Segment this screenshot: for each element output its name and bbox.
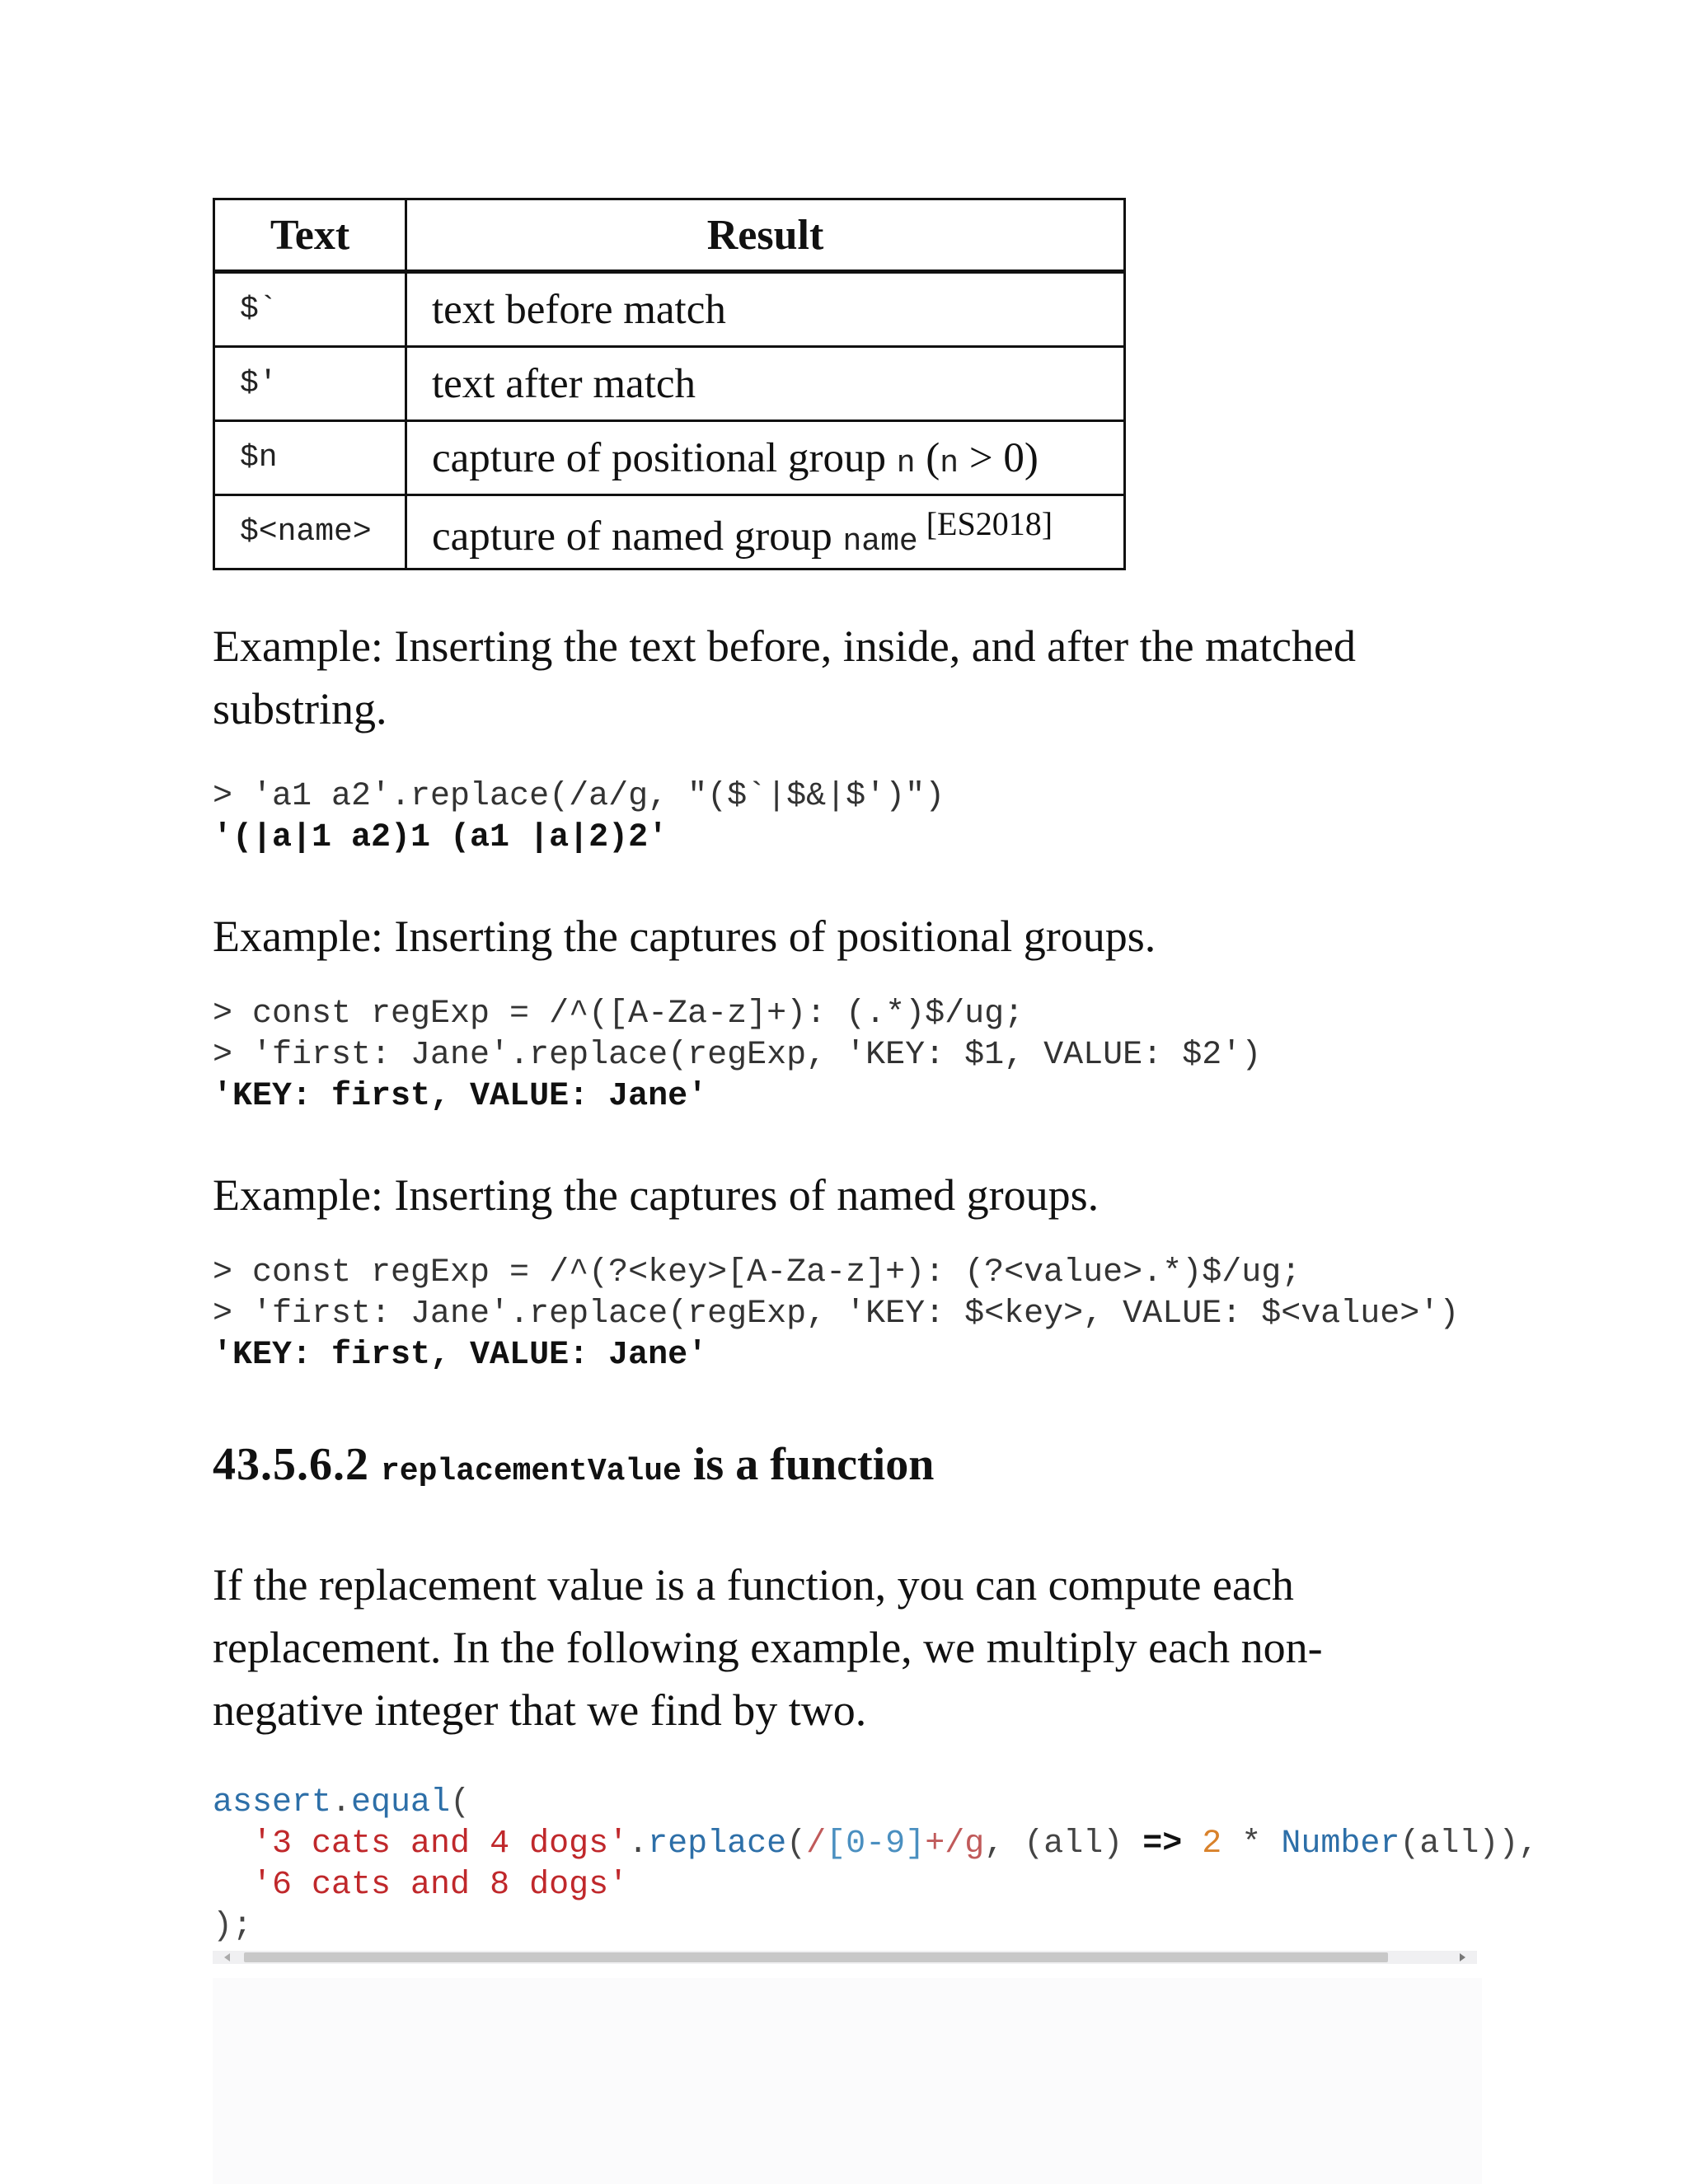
code-output-line: 'KEY: first, VALUE: Jane' [213,1078,708,1115]
code-token: ); [213,1908,253,1945]
code-token: * [1221,1825,1282,1863]
code-input-line: > 'first: Jane'.replace(regExp, 'KEY: $1, VALUE: $2') [213,1037,1262,1074]
inline-code: n [896,445,916,481]
table-row [214,272,1125,347]
code-token: 2 [1202,1825,1222,1863]
code-token: [0-9] [826,1825,926,1863]
inline-code: name [842,523,918,560]
result-text: > 0) [959,434,1039,481]
result-text: ( [915,434,940,481]
code-token: '6 cats and 8 dogs' [252,1867,629,1904]
example1-text [213,615,1482,740]
example2-text: Example: Inserting the captures of positional groups. [213,912,1156,961]
example3-code [213,1253,1482,1376]
code-token: replace [648,1825,787,1863]
code-token: , (all) [984,1825,1143,1863]
code-output-line: 'KEY: first, VALUE: Jane' [213,1337,708,1374]
table-header-result: Result [406,199,1125,272]
replacement-table [213,198,1126,570]
table-cell-code: $<name> [214,495,406,569]
section-heading [213,1436,1482,1501]
table-cell-result [406,495,1125,569]
table-cell-code: $` [214,272,406,347]
scroll-right-arrow-icon[interactable] [1460,1953,1465,1961]
code-token: +/g [925,1825,985,1863]
code-block-content [213,1783,1539,1947]
example3-text: Example: Inserting the captures of named groups. [213,1170,1100,1220]
code-token: '3 cats and 4 dogs' [252,1825,629,1863]
paragraph-line: replacement. In the following example, we multiply each non- [213,1623,1323,1672]
code-token: / [806,1825,827,1863]
table-cell-code: $n [214,421,406,495]
function-paragraph [213,1554,1482,1741]
table-cell-code: $' [214,347,406,421]
code-input-line: > const regExp = /^(?<key>[A-Za-z]+): (?<value>.*)$/ug; [213,1254,1301,1291]
es-version-tag: [ES2018] [926,504,1053,542]
table-row [214,421,1125,495]
code-indent [213,1867,252,1904]
table-cell-result [406,421,1125,495]
code-input-line: > 'first: Jane'.replace(regExp, 'KEY: $<key>, VALUE: $<value>') [213,1296,1460,1333]
paragraph-line: negative integer that we find by two. [213,1685,867,1735]
code-token: => [1142,1825,1183,1863]
code-input-line: > const regExp = /^([A-Za-z]+): (.*)$/ug; [213,996,1025,1033]
code-token [1182,1825,1202,1863]
code-block [213,1783,1539,1947]
example1-code [213,776,1482,859]
inline-code: n [940,445,959,481]
section-number: 43.5.6.2 [213,1439,369,1490]
scrollbar-thumb[interactable] [244,1952,1388,1962]
code-indent [213,1825,252,1863]
horizontal-scrollbar[interactable] [213,1951,1477,1964]
table-header-row [214,199,1125,272]
example2-code [213,994,1482,1118]
table-row [214,347,1125,421]
section-code-term: replacementValue [381,1454,682,1489]
table-cell-result: text after match [406,347,1125,421]
table-header-text: Text [214,199,406,272]
scroll-left-arrow-icon[interactable] [224,1953,230,1961]
paragraph-line: If the replacement value is a function, you can compute each [213,1560,1294,1610]
code-output-line: '(|a|1 a2)1 (a1 |a|2)2' [213,819,668,856]
page-footer-area [213,1978,1482,2184]
table-row [214,495,1125,569]
section-title-rest: is a function [681,1439,935,1490]
result-text: capture of positional group [432,434,897,481]
example1-line2: substring. [213,684,387,733]
code-token: . [628,1825,649,1863]
example1-line1: Example: Inserting the text before, inside, and after the matched [213,621,1356,671]
code-token: assert [213,1784,332,1821]
code-token: . [331,1784,352,1821]
table-cell-result: text before match [406,272,1125,347]
code-token: Number [1281,1825,1400,1863]
code-token: ( [786,1825,807,1863]
result-text: capture of named group [432,513,843,560]
code-input-line: > 'a1 a2'.replace(/a/g, "($`|$&|$')") [213,778,945,815]
code-token: equal [351,1784,451,1821]
code-token: ( [450,1784,471,1821]
document-content [213,198,1539,1964]
code-token: (all)), [1400,1825,1539,1863]
